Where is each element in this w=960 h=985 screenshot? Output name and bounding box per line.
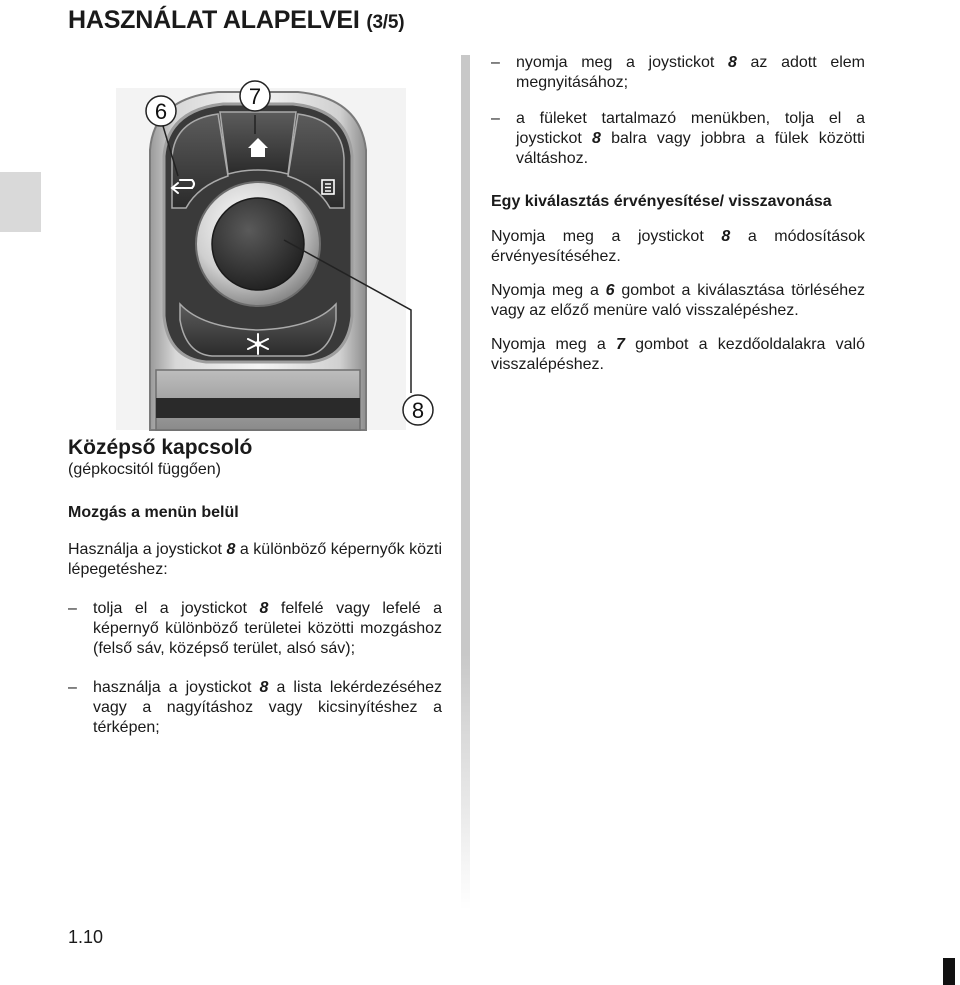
callout-8 xyxy=(403,395,433,425)
list-item: – nyomja meg a joystickot 8 az adott elem megnyitásához; xyxy=(491,53,865,93)
page-title: HASZNÁLAT ALAPELVEI (3/5) xyxy=(68,6,405,34)
section-subtitle: (gépkocsitól függően) xyxy=(68,461,221,478)
column-divider xyxy=(461,55,470,910)
right-bullet-list xyxy=(491,53,865,169)
list-item: – a füleket tartalmazó menükben, tolja el a joystickot 8 balra vagy jobbra a fülek közötti váltáshoz. xyxy=(491,109,865,169)
list-item: – tolja el a joystickot 8 felfelé vagy lefelé a képernyő különböző területei közötti mozgáshoz (felső sáv, középső terület, alsó sáv); xyxy=(68,599,442,659)
side-tab-marker xyxy=(0,172,41,232)
section-title: Középső kapcsoló xyxy=(68,436,253,459)
left-intro-paragraph: Használja a joystickot 8 a különböző képernyők közti lépegetéshez: xyxy=(68,541,442,578)
callout-6 xyxy=(146,96,176,126)
svg-text:8: 8 xyxy=(411,398,425,423)
paragraph-cancel: Nyomja meg a 6 gombot a kiválasztása törléséhez vagy az előző menüre való visszalépéshez. xyxy=(491,282,866,319)
callout-7 xyxy=(240,81,270,111)
right-column xyxy=(491,53,865,375)
list-item: – használja a joystickot 8 a lista lekérdezéséhez vagy a nagyításhoz vagy kicsinyítéshez a térképen; xyxy=(68,678,442,738)
svg-text:6: 6 xyxy=(154,99,168,124)
joystick-base-band xyxy=(156,398,360,418)
left-heading: Mozgás a menün belül xyxy=(68,504,239,521)
svg-text:7: 7 xyxy=(248,84,262,109)
paragraph-home: Nyomja meg a 7 gombot a kezdőoldalakra való visszalépéshez. xyxy=(491,336,865,373)
joystick-illustration xyxy=(68,58,450,438)
left-bullet-list xyxy=(68,599,442,738)
page-number: 1.10 xyxy=(68,927,104,947)
paragraph-validate: Nyomja meg a joystickot 8 a módosítások érvényesítéséhez. xyxy=(491,228,865,265)
corner-mark xyxy=(943,958,955,985)
left-column xyxy=(68,503,442,738)
right-heading: Egy kiválasztás érvényesítése/ visszavonása xyxy=(491,193,832,210)
